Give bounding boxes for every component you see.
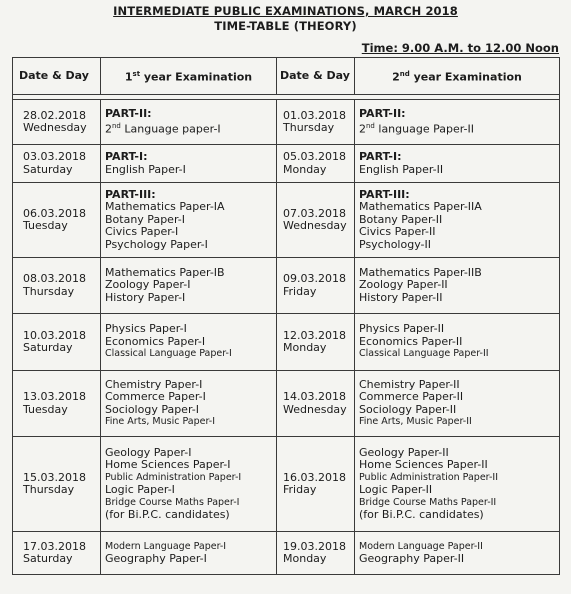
date-cell: 05.03.2018 Monday — [277, 145, 355, 183]
second-year-subjects: PART-I: English Paper-II — [355, 145, 560, 183]
second-year-subjects: Geology Paper-II Home Sciences Paper-II Public Administration Paper-II Logic Paper-II Bridge Course Maths Paper-II (for Bi.P.C. candidates) — [355, 437, 560, 532]
second-year-subjects: PART-II: 2nd language Paper-II — [355, 100, 560, 145]
col-second-year: 2nd year Examination — [355, 58, 560, 95]
date-cell: 15.03.2018 Thursday — [13, 437, 101, 532]
table-row — [13, 258, 560, 314]
table-header-row — [13, 58, 560, 95]
date-cell: 17.03.2018 Saturday — [13, 532, 101, 575]
first-year-subjects: PART-II: 2nd Language paper-I — [101, 100, 277, 145]
date-cell: 07.03.2018 Wednesday — [277, 183, 355, 258]
date-cell: 06.03.2018 Tuesday — [13, 183, 101, 258]
exam-time: Time: 9.00 A.M. to 12.00 Noon — [361, 41, 559, 55]
second-year-subjects: Mathematics Paper-IIB Zoology Paper-II History Paper-II — [355, 258, 560, 314]
date-cell: 08.03.2018 Thursday — [13, 258, 101, 314]
date-cell: 19.03.2018 Monday — [277, 532, 355, 575]
table-row — [13, 371, 560, 437]
date-cell: 03.03.2018 Saturday — [13, 145, 101, 183]
first-year-subjects: PART-III: Mathematics Paper-IA Botany Paper-I Civics Paper-I Psychology Paper-I — [101, 183, 277, 258]
first-year-subjects: Mathematics Paper-IB Zoology Paper-I History Paper-I — [101, 258, 277, 314]
second-year-subjects: Modern Language Paper-II Geography Paper-II — [355, 532, 560, 575]
second-year-subjects: Physics Paper-II Economics Paper-II Classical Language Paper-II — [355, 314, 560, 371]
date-cell: 16.03.2018 Friday — [277, 437, 355, 532]
table-row — [13, 314, 560, 371]
first-year-subjects: Modern Language Paper-I Geography Paper-I — [101, 532, 277, 575]
date-cell: 13.03.2018 Tuesday — [13, 371, 101, 437]
timetable — [12, 57, 560, 575]
date-cell: 09.03.2018 Friday — [277, 258, 355, 314]
col-first-year: 1st year Examination — [101, 58, 277, 95]
page-subtitle: TIME-TABLE (THEORY) — [214, 19, 357, 33]
first-year-subjects: Chemistry Paper-I Commerce Paper-I Sociology Paper-I Fine Arts, Music Paper-I — [101, 371, 277, 437]
date-cell: 28.02.2018 Wednesday — [13, 100, 101, 145]
col-date-day-2: Date & Day — [277, 58, 355, 95]
date-cell: 14.03.2018 Wednesday — [277, 371, 355, 437]
first-year-subjects: Geology Paper-I Home Sciences Paper-I Public Administration Paper-I Logic Paper-I Bridge Course Maths Paper-I (for Bi.P.C. candidates) — [101, 437, 277, 532]
first-year-subjects: Physics Paper-I Economics Paper-I Classical Language Paper-I — [101, 314, 277, 371]
second-year-subjects: Chemistry Paper-II Commerce Paper-II Sociology Paper-II Fine Arts, Music Paper-II — [355, 371, 560, 437]
table-row — [13, 532, 560, 575]
table-row — [13, 183, 560, 258]
date-cell: 01.03.2018 Thursday — [277, 100, 355, 145]
second-year-subjects: PART-III: Mathematics Paper-IIA Botany Paper-II Civics Paper-II Psychology-II — [355, 183, 560, 258]
first-year-subjects: PART-I: English Paper-I — [101, 145, 277, 183]
col-date-day: Date & Day — [13, 58, 101, 95]
table-row — [13, 100, 560, 145]
table-row — [13, 437, 560, 532]
date-cell: 10.03.2018 Saturday — [13, 314, 101, 371]
date-cell: 12.03.2018 Monday — [277, 314, 355, 371]
table-row — [13, 145, 560, 183]
page-title: INTERMEDIATE PUBLIC EXAMINATIONS, MARCH 2018 — [113, 4, 458, 18]
